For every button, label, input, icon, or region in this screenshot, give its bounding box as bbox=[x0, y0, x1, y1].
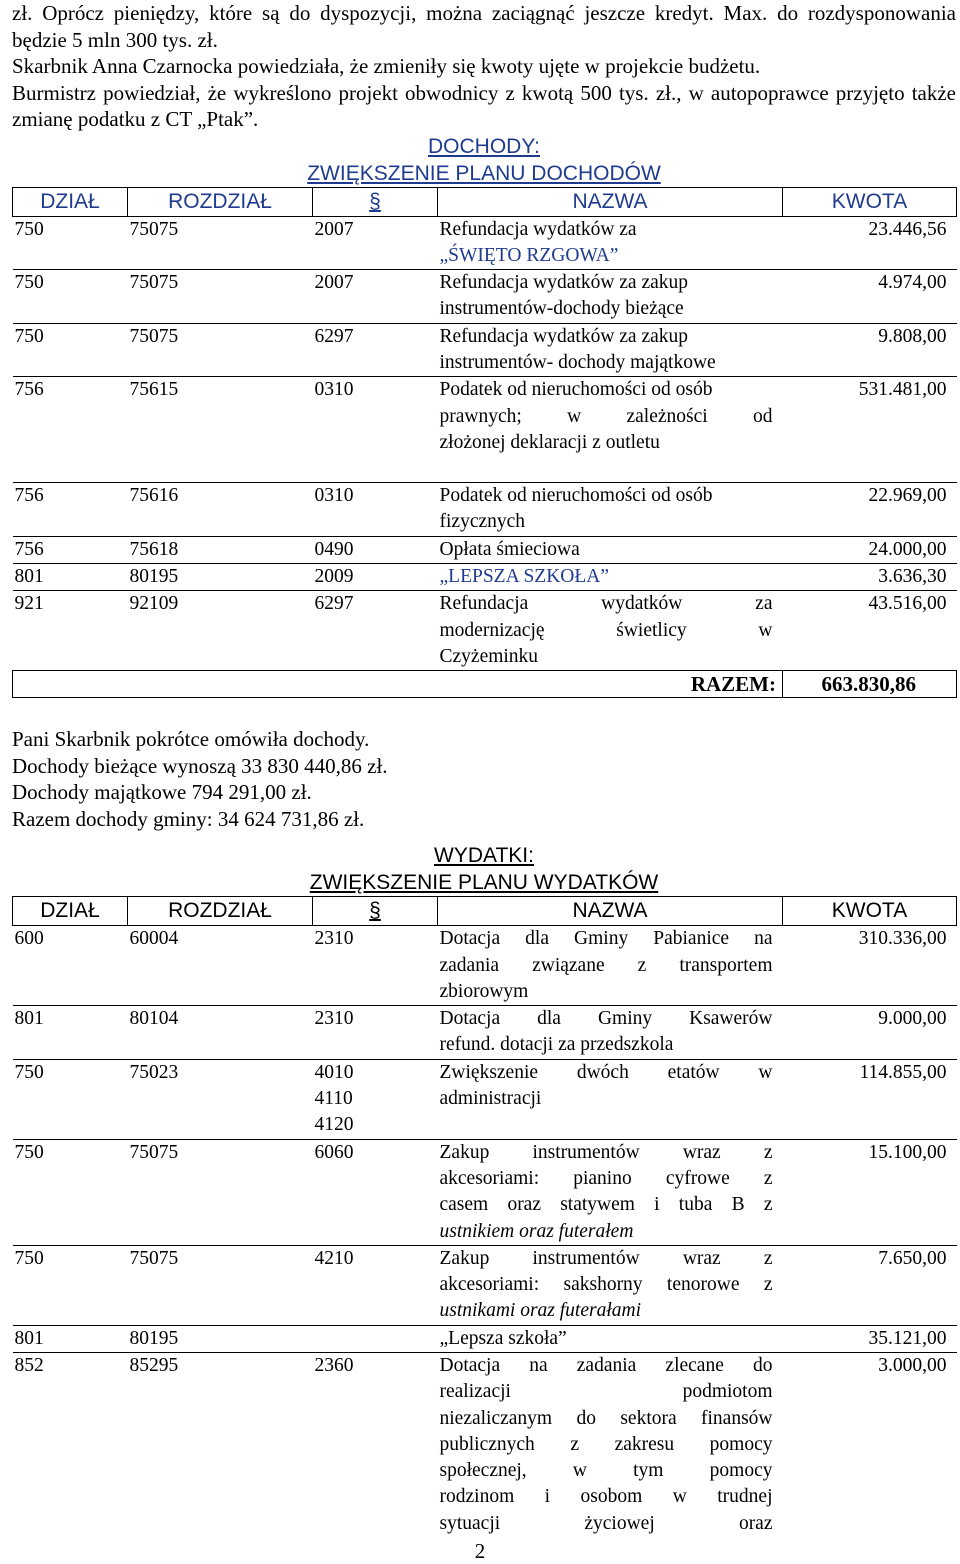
cell-nazwa bbox=[438, 591, 783, 671]
cell-kwota: 35.121,00 bbox=[783, 1325, 957, 1352]
cell-kwota: 15.100,00 bbox=[783, 1139, 957, 1245]
nazwa-line: „Lepsza szkoła” bbox=[439, 1327, 567, 1349]
cell-rozdzial: 75075 bbox=[128, 1139, 313, 1245]
summary-text bbox=[12, 726, 956, 832]
header-dzial: DZIAŁ bbox=[13, 897, 128, 926]
paragraf-line: 4010 bbox=[314, 1061, 354, 1083]
cell-kwota: 3.636,30 bbox=[783, 564, 957, 591]
cell-kwota: 24.000,00 bbox=[783, 536, 957, 563]
intro-paragraph: zł. Oprócz pieniędzy, które są do dyspozycji, można zaciągnąć jeszcze kredyt. Max. do rozdysponowania będzie 5 mln 300 tys. zł. bbox=[12, 1, 956, 52]
nazwa-line: casem oraz statywem i tuba B z bbox=[439, 1194, 773, 1216]
income-subtitle: ZWIĘKSZENIE PLANU DOCHODÓW bbox=[307, 161, 661, 185]
nazwa-line: refund. dotacji za przedszkola bbox=[439, 1034, 674, 1056]
cell-rozdzial: 75618 bbox=[128, 536, 313, 563]
cell-nazwa bbox=[438, 1059, 783, 1139]
cell-rozdzial: 92109 bbox=[128, 591, 313, 671]
nazwa-line: złożonej deklaracji z outletu bbox=[439, 431, 660, 453]
cell-paragraf: 4210 bbox=[313, 1245, 438, 1325]
nazwa-line: „ŚWIĘTO RZGOWA” bbox=[439, 244, 619, 266]
nazwa-line: Refundacja wydatków za zakup bbox=[439, 272, 689, 294]
summary-line: Dochody majątkowe 794 291,00 zł. bbox=[12, 780, 312, 805]
table-row bbox=[13, 1245, 957, 1325]
cell-nazwa bbox=[438, 926, 783, 1006]
header-rozdzial: ROZDZIAŁ bbox=[128, 897, 313, 926]
nazwa-line: Zakup instrumentów wraz z bbox=[439, 1141, 773, 1163]
expenses-subtitle: ZWIĘKSZENIE PLANU WYDATKÓW bbox=[309, 871, 659, 895]
nazwa-line: Refundacja wydatków za zakup bbox=[439, 325, 689, 347]
total-value: 663.830,86 bbox=[783, 671, 957, 698]
nazwa-line: Refundacja wydatków za bbox=[439, 593, 773, 615]
cell-dzial: 750 bbox=[13, 270, 128, 324]
cell-kwota: 22.969,00 bbox=[783, 483, 957, 537]
nazwa-line: modernizację świetlicy w bbox=[439, 619, 773, 641]
nazwa-line: akcesoriami: sakshorny tenorowe z bbox=[439, 1274, 773, 1296]
nazwa-line: Opłata śmieciowa bbox=[439, 538, 580, 560]
nazwa-line: Dotacja na zadania zlecane do bbox=[439, 1355, 773, 1376]
cell-rozdzial: 75075 bbox=[128, 216, 313, 270]
nazwa-line: zadania związane z transportem bbox=[439, 954, 773, 976]
cell-dzial: 756 bbox=[13, 536, 128, 563]
cell-paragraf: 2310 bbox=[313, 1006, 438, 1060]
expenses-title: WYDATKI: bbox=[434, 844, 534, 868]
nazwa-line: społecznej, w tym pomocy bbox=[439, 1460, 773, 1482]
cell-paragraf: 2007 bbox=[313, 270, 438, 324]
cell-kwota: 23.446,56 bbox=[783, 216, 957, 270]
nazwa-line: zbiorowym bbox=[439, 980, 529, 1002]
cell-rozdzial: 85295 bbox=[128, 1353, 313, 1538]
income-table bbox=[12, 187, 957, 699]
cell-rozdzial: 80195 bbox=[128, 1325, 313, 1352]
table-row bbox=[13, 536, 957, 563]
nazwa-line: Czyżeminku bbox=[439, 645, 539, 667]
cell-rozdzial: 75075 bbox=[128, 1245, 313, 1325]
cell-rozdzial: 75075 bbox=[128, 270, 313, 324]
nazwa-line: rodzinom i osobom w trudnej bbox=[439, 1486, 773, 1508]
nazwa-line: administracji bbox=[439, 1088, 542, 1110]
page-number: 2 bbox=[474, 1539, 486, 1563]
cell-paragraf: 2009 bbox=[313, 564, 438, 591]
header-paragraf: § bbox=[313, 897, 438, 926]
cell-paragraf: 6297 bbox=[313, 323, 438, 377]
table-row bbox=[13, 564, 957, 591]
nazwa-line: instrumentów- dochody majątkowe bbox=[439, 351, 716, 373]
header-kwota: KWOTA bbox=[783, 187, 957, 216]
cell-kwota: 4.974,00 bbox=[783, 270, 957, 324]
cell-paragraf bbox=[313, 1325, 438, 1352]
cell-dzial: 750 bbox=[13, 1139, 128, 1245]
cell-kwota: 114.855,00 bbox=[783, 1059, 957, 1139]
cell-paragraf: 0310 bbox=[313, 377, 438, 483]
cell-nazwa bbox=[438, 1353, 783, 1538]
cell-nazwa bbox=[438, 536, 783, 563]
cell-nazwa bbox=[438, 323, 783, 377]
cell-dzial: 600 bbox=[13, 926, 128, 1006]
nazwa-spacer bbox=[440, 456, 773, 482]
nazwa-line: realizacji podmiotom bbox=[439, 1381, 773, 1403]
header-dzial: DZIAŁ bbox=[13, 187, 128, 216]
header-kwota: KWOTA bbox=[783, 897, 957, 926]
cell-kwota: 7.650,00 bbox=[783, 1245, 957, 1325]
cell-dzial: 750 bbox=[13, 1245, 128, 1325]
table-row bbox=[13, 591, 957, 671]
cell-kwota: 531.481,00 bbox=[783, 377, 957, 483]
cell-nazwa bbox=[438, 377, 783, 483]
table-row bbox=[13, 483, 957, 537]
header-nazwa: NAZWA bbox=[438, 187, 783, 216]
summary-line: Dochody bieżące wynoszą 33 830 440,86 zł. bbox=[12, 753, 388, 778]
cell-dzial: 756 bbox=[13, 483, 128, 537]
paragraf-line: 4110 bbox=[314, 1088, 353, 1110]
document-page bbox=[12, 0, 956, 1537]
income-table-header bbox=[13, 187, 957, 216]
table-row bbox=[13, 323, 957, 377]
table-row bbox=[13, 926, 957, 1006]
cell-kwota: 3.000,00 bbox=[783, 1353, 957, 1538]
cell-dzial: 921 bbox=[13, 591, 128, 671]
cell-dzial: 801 bbox=[13, 564, 128, 591]
cell-rozdzial: 80104 bbox=[128, 1006, 313, 1060]
cell-rozdzial: 75075 bbox=[128, 323, 313, 377]
nazwa-line: „LEPSZA SZKOŁA” bbox=[439, 566, 610, 588]
table-row bbox=[13, 1059, 957, 1139]
cell-paragraf: 6297 bbox=[313, 591, 438, 671]
cell-paragraf: 2360 bbox=[313, 1353, 438, 1538]
cell-kwota: 43.516,00 bbox=[783, 591, 957, 671]
expenses-table-header bbox=[13, 897, 957, 926]
total-label: RAZEM: bbox=[13, 671, 783, 698]
cell-kwota: 9.000,00 bbox=[783, 1006, 957, 1060]
header-rozdzial: ROZDZIAŁ bbox=[128, 187, 313, 216]
nazwa-line: niezaliczanym do sektora finansów bbox=[439, 1407, 773, 1429]
cell-nazwa bbox=[438, 216, 783, 270]
cell-kwota: 310.336,00 bbox=[783, 926, 957, 1006]
nazwa-line: publicznych z zakresu pomocy bbox=[439, 1433, 773, 1455]
intro-paragraph: Burmistrz powiedział, że wykreślono projekt obwodnicy z kwotą 500 tys. zł., w autopoprawce przyjęto także zmianę podatku z CT „Ptak”. bbox=[12, 80, 956, 131]
cell-nazwa bbox=[438, 270, 783, 324]
nazwa-line: Zakup instrumentów wraz z bbox=[439, 1247, 773, 1269]
cell-paragraf: 0490 bbox=[313, 536, 438, 563]
cell-nazwa bbox=[438, 564, 783, 591]
cell-dzial: 750 bbox=[13, 1059, 128, 1139]
cell-rozdzial: 75615 bbox=[128, 377, 313, 483]
expenses-table bbox=[12, 896, 957, 1537]
cell-rozdzial: 75616 bbox=[128, 483, 313, 537]
cell-dzial: 756 bbox=[13, 377, 128, 483]
nazwa-line: fizycznych bbox=[439, 511, 526, 533]
table-row bbox=[13, 270, 957, 324]
nazwa-line: ustnikami oraz futerałami bbox=[439, 1300, 642, 1322]
nazwa-line: instrumentów-dochody bieżące bbox=[439, 298, 684, 320]
table-row bbox=[13, 1006, 957, 1060]
nazwa-line: Zwiększenie dwóch etatów w bbox=[439, 1061, 773, 1083]
cell-paragraf: 2007 bbox=[313, 216, 438, 270]
nazwa-line: sytuacji życiowej oraz bbox=[439, 1512, 773, 1534]
cell-paragraf: 0310 bbox=[313, 483, 438, 537]
nazwa-line: Dotacja dla Gminy Ksawerów bbox=[439, 1008, 773, 1030]
nazwa-line: akcesoriami: pianino cyfrowe z bbox=[439, 1167, 773, 1189]
paragraf-line: 4120 bbox=[314, 1114, 354, 1136]
table-row bbox=[13, 1139, 957, 1245]
cell-rozdzial: 80195 bbox=[128, 564, 313, 591]
cell-nazwa bbox=[438, 1139, 783, 1245]
header-nazwa: NAZWA bbox=[438, 897, 783, 926]
nazwa-line: Podatek od nieruchomości od osób bbox=[439, 485, 713, 507]
cell-dzial: 852 bbox=[13, 1353, 128, 1538]
cell-paragraf bbox=[313, 1059, 438, 1139]
table-row bbox=[13, 216, 957, 270]
cell-rozdzial: 60004 bbox=[128, 926, 313, 1006]
cell-dzial: 750 bbox=[13, 323, 128, 377]
cell-kwota: 9.808,00 bbox=[783, 323, 957, 377]
income-title: DOCHODY: bbox=[427, 134, 540, 158]
nazwa-line: Refundacja wydatków za bbox=[439, 218, 637, 240]
summary-line: Pani Skarbnik pokrótce omówiła dochody. bbox=[12, 727, 370, 752]
table-row bbox=[13, 1353, 957, 1538]
cell-nazwa bbox=[438, 1006, 783, 1060]
cell-paragraf: 2310 bbox=[313, 926, 438, 1006]
header-paragraf: § bbox=[313, 187, 438, 216]
cell-dzial: 801 bbox=[13, 1325, 128, 1352]
nazwa-line: prawnych; w zależności od bbox=[439, 405, 773, 427]
cell-paragraf: 6060 bbox=[313, 1139, 438, 1245]
cell-dzial: 801 bbox=[13, 1006, 128, 1060]
income-total-row bbox=[13, 671, 957, 698]
nazwa-line: Dotacja dla Gminy Pabianice na bbox=[439, 928, 773, 950]
cell-rozdzial: 75023 bbox=[128, 1059, 313, 1139]
table-row bbox=[13, 1325, 957, 1352]
intro-text bbox=[12, 0, 956, 133]
nazwa-line: Podatek od nieruchomości od osób bbox=[439, 379, 713, 401]
cell-nazwa bbox=[438, 1245, 783, 1325]
cell-nazwa bbox=[438, 483, 783, 537]
cell-dzial: 750 bbox=[13, 216, 128, 270]
intro-paragraph: Skarbnik Anna Czarnocka powiedziała, że zmieniły się kwoty ujęte w projekcie budżetu. bbox=[12, 54, 761, 78]
nazwa-line: ustnikiem oraz futerałem bbox=[439, 1220, 634, 1242]
summary-line: Razem dochody gminy: 34 624 731,86 zł. bbox=[12, 806, 365, 831]
table-row bbox=[13, 377, 957, 483]
cell-nazwa bbox=[438, 1325, 783, 1352]
